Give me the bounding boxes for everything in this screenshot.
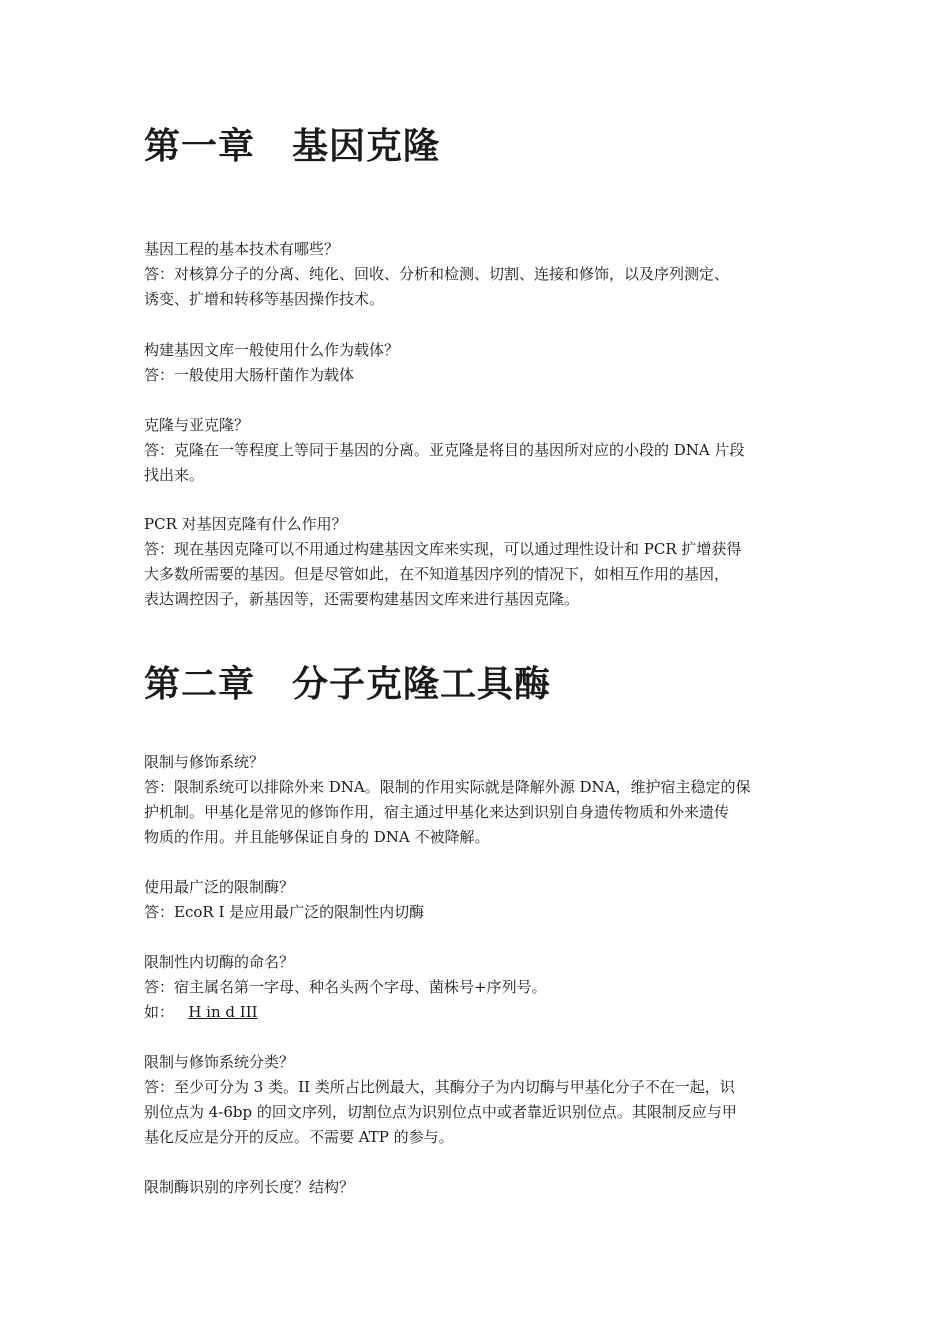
answer-line: 答：宿主属名第一字母、种名头两个字母、菌株号+序列号。 <box>144 978 547 996</box>
qa-enzyme-naming <box>144 950 809 1025</box>
qa-clone-subclone <box>144 413 809 488</box>
answer-line: 基化反应是分开的反应。不需要 ATP 的参与。 <box>144 1128 454 1146</box>
qa-basic-techniques <box>144 237 809 312</box>
answer-line: 诱变、扩增和转移等基因操作技术。 <box>144 290 385 308</box>
qa-most-used-enzyme <box>144 875 809 925</box>
qa-system-classification <box>144 1050 809 1150</box>
qa-library-vector <box>144 338 809 388</box>
example-hindiii: H in d III <box>188 1003 258 1021</box>
answer-line: 答：EcoR I 是应用最广泛的限制性内切酶 <box>144 903 425 921</box>
question: 克隆与亚克隆？ <box>144 416 250 434</box>
question: 基因工程的基本技术有哪些？ <box>144 240 340 258</box>
answer-line: 大多数所需要的基因。但是尽管如此，在不知道基因序列的情况下，如相互作用的基因， <box>144 565 730 583</box>
answer-line: 别位点为 4-6bp 的回文序列，切割位点为识别位点中或者靠近识别位点。其限制反应与甲 <box>144 1103 737 1121</box>
chapter-2-title: 第二章 分子克隆工具酶 <box>144 664 552 705</box>
qa-pcr-role <box>144 512 809 612</box>
answer-line: 答：克隆在一等程度上等同于基因的分离。亚克隆是将目的基因所对应的小段的 DNA 片段 <box>144 441 745 459</box>
chapter-1-title: 第一章 基因克隆 <box>144 126 441 167</box>
question: 限制性内切酶的命名？ <box>144 953 295 971</box>
question: 限制与修饰系统？ <box>144 753 265 771</box>
answer-line: 答：现在基因克隆可以不用通过构建基因文库来实现，可以通过理性设计和 PCR 扩增获得 <box>144 540 742 558</box>
answer-line: 答：至少可分为 3 类。II 类所占比例最大，其酶分子为内切酶与甲基化分子不在一起，识 <box>144 1078 735 1096</box>
question: 使用最广泛的限制酶？ <box>144 878 295 896</box>
answer-line: 找出来。 <box>144 466 205 484</box>
qa-restriction-modification <box>144 750 809 850</box>
question: 限制酶识别的序列长度？结构？ <box>144 1178 355 1196</box>
answer-line: 护机制。甲基化是常见的修饰作用，宿主通过甲基化来达到识别自身遗传物质和外来遗传 <box>144 803 730 821</box>
question: 构建基因文库一般使用什么作为载体？ <box>144 341 400 359</box>
example-line <box>144 1000 809 1025</box>
answer-line: 答：对核算分子的分离、纯化、回收、分析和检测、切割、连接和修饰，以及序列测定、 <box>144 265 730 283</box>
question: 限制与修饰系统分类？ <box>144 1053 295 1071</box>
answer-line: 表达调控因子，新基因等，还需要构建基因文库来进行基因克隆。 <box>144 590 580 608</box>
question: PCR 对基因克隆有什么作用？ <box>144 515 347 533</box>
answer-line: 答：限制系统可以排除外来 DNA。限制的作用实际就是降解外源 DNA，维护宿主稳定的保 <box>144 778 751 796</box>
qa-recognition-sequence <box>144 1175 809 1200</box>
answer-line: 答：一般使用大肠杆菌作为载体 <box>144 366 355 384</box>
answer-line: 物质的作用。并且能够保证自身的 DNA 不被降解。 <box>144 828 490 846</box>
example-prefix: 如： <box>144 1003 175 1021</box>
